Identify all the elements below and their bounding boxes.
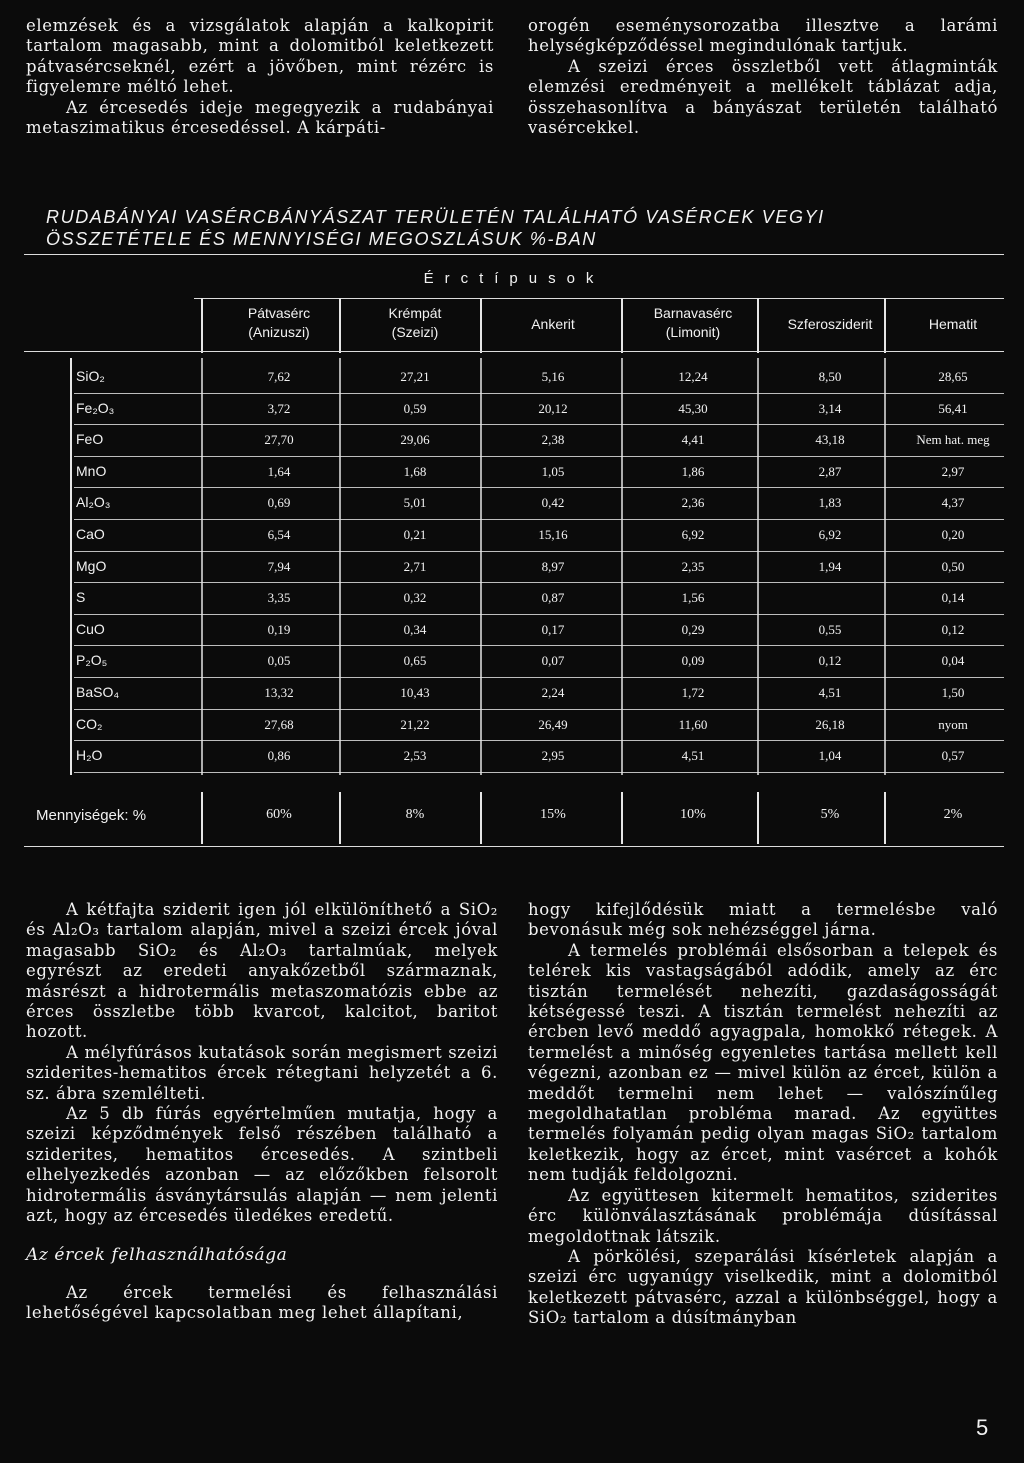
- table-cell: 28,65: [938, 369, 968, 384]
- top-right-column: [528, 16, 998, 138]
- bottom-left-column: [26, 900, 498, 1324]
- table-cell: 20,12: [538, 400, 568, 416]
- column-divider: [884, 298, 886, 353]
- table-cell: 3,72: [267, 400, 291, 416]
- row-label-divider: [70, 358, 72, 775]
- row-label: CaO: [76, 526, 105, 542]
- table-cell: 0,19: [267, 621, 291, 637]
- column-divider: [339, 358, 341, 775]
- table-cell: 2,95: [541, 748, 565, 764]
- column-divider: [201, 358, 203, 775]
- section-heading: Az ércek felhasználhatósága: [26, 1244, 288, 1265]
- table-cell: 26,49: [538, 716, 568, 732]
- table-cell: 2,71: [403, 558, 427, 574]
- quantity-cell: 15%: [540, 807, 566, 822]
- table-title: [46, 206, 991, 250]
- table-cell: 26,18: [815, 716, 845, 732]
- table-cell: 1,83: [818, 495, 842, 511]
- quantities-label: Mennyiségek: %: [36, 807, 147, 824]
- column-header: [631, 304, 755, 342]
- row-label: MgO: [76, 557, 107, 574]
- column-divider: [480, 792, 482, 844]
- table-cell: 5,01: [403, 495, 427, 511]
- quantity-cell: 8%: [405, 807, 425, 822]
- column-divider: [757, 792, 759, 844]
- row-rule: [74, 519, 1004, 520]
- table-cell: 0,12: [818, 653, 842, 669]
- paragraph: elemzések és a vizsgálatok alapján a kalkopirit tartalom magasabb, mint a dolomitból keletkezett pátvasércseknél, ezért a jövőben, mint rézérc is figyelemre méltó lehet.: [26, 16, 494, 97]
- table-cell: 2,35: [681, 558, 705, 574]
- column-divider: [757, 298, 759, 353]
- table-cell: 1,50: [941, 685, 965, 700]
- column-header-line: Pátvasérc: [247, 305, 311, 321]
- paragraph: Az ércek termelési és felhasználási lehetőségével kapcsolatban meg lehet állapítani,: [26, 1282, 498, 1323]
- table-cell: 0,87: [541, 590, 565, 606]
- table-cell: 12,24: [678, 369, 708, 384]
- row-rule: [74, 456, 1004, 457]
- table-cell: 5,16: [541, 369, 565, 384]
- table-title-line: ÖSSZETÉTELE ÉS MENNYISÉGI MEGOSZLÁSUK %-BAN: [46, 229, 597, 249]
- table-cell: 1,68: [403, 463, 427, 479]
- table-cell: 2,38: [541, 432, 565, 448]
- table-cell: 0,50: [941, 558, 965, 574]
- table-cell: 29,06: [400, 432, 430, 448]
- paragraph: Az együttesen kitermelt hematitos, sziderites érc különválasztásának problémája dúsítással megoldottnak látszik.: [528, 1185, 998, 1246]
- table-cell: 4,41: [681, 432, 705, 448]
- table-cell: 1,56: [681, 590, 705, 606]
- row-label: Fe₂O₃: [76, 399, 115, 416]
- paragraph: orogén eseménysorozatba illesztve a larámi helységképződéssel megindulónak tartjuk.: [528, 16, 998, 56]
- table-cell: 0,17: [541, 621, 565, 637]
- column-divider: [201, 298, 203, 353]
- column-header-line: Hematit: [928, 316, 978, 332]
- table-cell: 0,04: [941, 653, 965, 669]
- column-header: [891, 315, 1015, 334]
- table-cell: 1,94: [818, 558, 842, 574]
- table-cell: 0,20: [941, 527, 965, 542]
- row-label: S: [76, 589, 86, 606]
- column-header-line: Szferosziderit: [787, 316, 873, 332]
- table-cell: 0,69: [267, 495, 291, 511]
- table-cell: 0,29: [681, 621, 705, 637]
- row-rule: [74, 772, 1004, 773]
- table-cell: 2,53: [403, 748, 427, 764]
- column-divider: [621, 298, 623, 353]
- column-header: [491, 315, 615, 334]
- table-cell: 27,68: [264, 716, 294, 732]
- quantity-cell: 10%: [680, 807, 706, 822]
- bottom-right-column: [528, 900, 998, 1329]
- column-divider: [757, 358, 759, 775]
- table-cell: 1,04: [818, 748, 842, 764]
- table-cell: 2,36: [681, 495, 705, 511]
- table-cell: 0,86: [267, 748, 291, 764]
- table-cell: 45,30: [678, 400, 708, 416]
- row-rule: [74, 740, 1004, 741]
- row-rule: [74, 709, 1004, 710]
- column-header: [217, 304, 341, 342]
- column-divider: [480, 358, 482, 775]
- column-divider: [621, 358, 623, 775]
- quantity-cell: 5%: [820, 807, 840, 822]
- table-cell: 0,07: [541, 653, 565, 669]
- table-cell: 3,35: [267, 590, 291, 606]
- table-cell: 8,97: [541, 558, 565, 574]
- paragraph: Az 5 db fúrás egyértelműen mutatja, hogy a szeizi képződmények felső részében található a sziderites, hematitos ércesedés. A szintbeli elhelyezkedés azonban — az előzőkben felsorolt hidrotermális ásványtársulás alapján — nem jelenti azt, hogy az ércesedés üledékes eredetű.: [26, 1104, 498, 1226]
- table-cell: 6,54: [267, 527, 291, 542]
- paragraph: A termelés problémái elsősorban a telepek és telérek kis vastagságából adódik, amely az érc tisztán termelését nehezíti, gazdaságosságát kétségessé teszi. A tisztán termelést nehezíti az ércben levő meddő agyagpala, homokkő rétegek. A termelést a minőség egyenletes tartása mellett kell végezni, azonban ez — mivel külön az ércet, külön a meddőt termelni nem lehet — valószínűleg megoldhatatlan probléma marad. Az együttes termelés folyamán pedig olyan magas SiO₂ tartalom keletkezik, hogy az ércet, mint vasércet a kohók nem tudják feldolgozni.: [528, 940, 998, 1185]
- row-label: SiO₂: [76, 368, 105, 384]
- table-cell: 4,51: [681, 748, 705, 764]
- table-cell: 10,43: [400, 685, 430, 700]
- table-cell: 1,72: [681, 685, 705, 700]
- paragraph: A mélyfúrásos kutatások során megismert szeizi sziderites-hematitos ércek rétegtani helyzetét a 6. sz. ábra szemlélteti.: [26, 1042, 498, 1103]
- row-label: CO₂: [76, 715, 103, 732]
- table-cell: 0,05: [267, 653, 291, 669]
- column-header: [353, 304, 477, 342]
- paragraph: Az ércesedés ideje megegyezik a rudabányai metaszimatikus ércesedéssel. A kárpáti-: [26, 97, 494, 138]
- column-header-line: (Szeizi): [391, 324, 439, 340]
- table-cell: 1,05: [541, 463, 565, 479]
- row-label: BaSO₄: [76, 684, 120, 700]
- column-header: [768, 315, 892, 334]
- column-header-line: (Anizuszi): [248, 324, 310, 340]
- top-left-column: [26, 16, 494, 138]
- table-cell: 0,14: [941, 590, 965, 606]
- table-cell: 0,09: [681, 653, 705, 669]
- paragraph: A szeizi érces összletből vett átlagminták elemzési eredményeit a mellékelt táblázat adja, összehasonlítva a bányászat területén található vasércekkel.: [528, 56, 998, 138]
- table-cell: 15,16: [538, 527, 568, 542]
- table-cell: 0,59: [403, 400, 427, 416]
- row-rule: [74, 645, 1004, 646]
- table-cell: 21,22: [400, 716, 430, 732]
- header-bottom-rule: [24, 351, 1004, 352]
- column-divider: [480, 298, 482, 353]
- page-number: 5: [976, 1415, 989, 1440]
- row-rule: [74, 614, 1004, 615]
- column-header-line: Krémpát: [388, 305, 442, 321]
- table-cell: 0,42: [541, 495, 565, 511]
- table-cell: 0,21: [403, 527, 427, 542]
- table-cell: 2,24: [541, 685, 565, 700]
- row-rule: [74, 677, 1004, 678]
- quantity-cell: 60%: [266, 807, 292, 822]
- column-divider: [339, 792, 341, 844]
- column-divider: [201, 792, 203, 844]
- table-cell: Nem hat. meg: [916, 432, 990, 448]
- table-cell: nyom: [938, 716, 968, 732]
- row-label: FeO: [76, 431, 104, 448]
- table-cell: 0,12: [941, 621, 965, 637]
- row-rule: [74, 393, 1004, 394]
- paragraph: A pörkölési, szeparálási kísérletek alapján a szeizi érc ugyanúgy viselkedik, mint a dolomitból keletkezett pátvasérc, azzal a különbséggel, hogy a SiO₂ tartalom a dúsítmányban: [528, 1246, 998, 1328]
- table-cell: 7,62: [267, 369, 291, 384]
- table-cell: 0,57: [941, 748, 965, 764]
- table-cell: 6,92: [818, 527, 842, 542]
- row-rule: [74, 551, 1004, 552]
- table-cell: 2,97: [941, 463, 965, 479]
- row-label: Al₂O₃: [76, 494, 111, 511]
- column-header-line: Barnavasérc: [653, 305, 733, 321]
- table-cell: 0,55: [818, 621, 842, 637]
- row-label: MnO: [76, 462, 107, 479]
- table-cell: 4,51: [818, 685, 842, 700]
- row-label: P₂O₅: [76, 652, 108, 669]
- table-cell: 1,64: [267, 463, 291, 479]
- table-cell: 1,86: [681, 463, 705, 479]
- table-cell: 3,14: [818, 400, 842, 416]
- column-divider: [339, 298, 341, 353]
- paragraph: A kétfajta sziderit igen jól elkülöníthető a SiO₂ és Al₂O₃ tartalom alapján, mivel a szeizi ércek jóval magasabb SiO₂ és Al₂O₃ tartalmúak, melyek egyrészt az eredeti anyakőzetből származnak, másrészt a hidrotermális metaszomatózis ebbe az érces összletbe több kvarcot, kalcitot, baritot hozott.: [26, 900, 498, 1042]
- row-rule: [74, 582, 1004, 583]
- table-cell: 13,32: [264, 685, 294, 700]
- table-title-line: RUDABÁNYAI VASÉRCBÁNYÁSZAT TERÜLETÉN TALÁLHATÓ VASÉRCEK VEGYI: [46, 207, 825, 227]
- table-bottom-rule: [24, 846, 1004, 847]
- table-cell: 43,18: [815, 432, 845, 448]
- table-top-rule: [24, 254, 1004, 255]
- table-cell: 27,70: [264, 432, 294, 448]
- table-cell: 11,60: [678, 716, 708, 732]
- table-cell: 0,65: [403, 653, 427, 669]
- row-rule: [74, 487, 1004, 488]
- row-label: H₂O: [76, 747, 103, 764]
- paragraph: hogy kifejlődésük miatt a termelésbe való bevonásuk még sok nehézséggel járna.: [528, 900, 998, 940]
- table-cell: 0,34: [403, 621, 427, 637]
- row-label: CuO: [76, 620, 105, 637]
- table-cell: 0,32: [403, 590, 427, 606]
- row-rule: [74, 424, 1004, 425]
- table-cell: 56,41: [938, 400, 968, 416]
- column-header-line: Ankerit: [531, 316, 575, 332]
- table-cell: 2,87: [818, 463, 842, 479]
- quantity-cell: 2%: [943, 807, 963, 822]
- table-cell: 6,92: [681, 527, 705, 542]
- table-cell: 27,21: [400, 369, 430, 384]
- column-divider: [621, 792, 623, 844]
- column-divider: [884, 792, 886, 844]
- table-cell: 4,37: [941, 495, 965, 511]
- column-divider: [884, 358, 886, 775]
- table-cell: 7,94: [267, 558, 291, 574]
- group-rule: [194, 298, 1004, 299]
- ore-types-group-label: Érctípusok: [423, 270, 605, 287]
- column-header-line: (Limonit): [665, 324, 721, 340]
- table-cell: 8,50: [818, 369, 842, 384]
